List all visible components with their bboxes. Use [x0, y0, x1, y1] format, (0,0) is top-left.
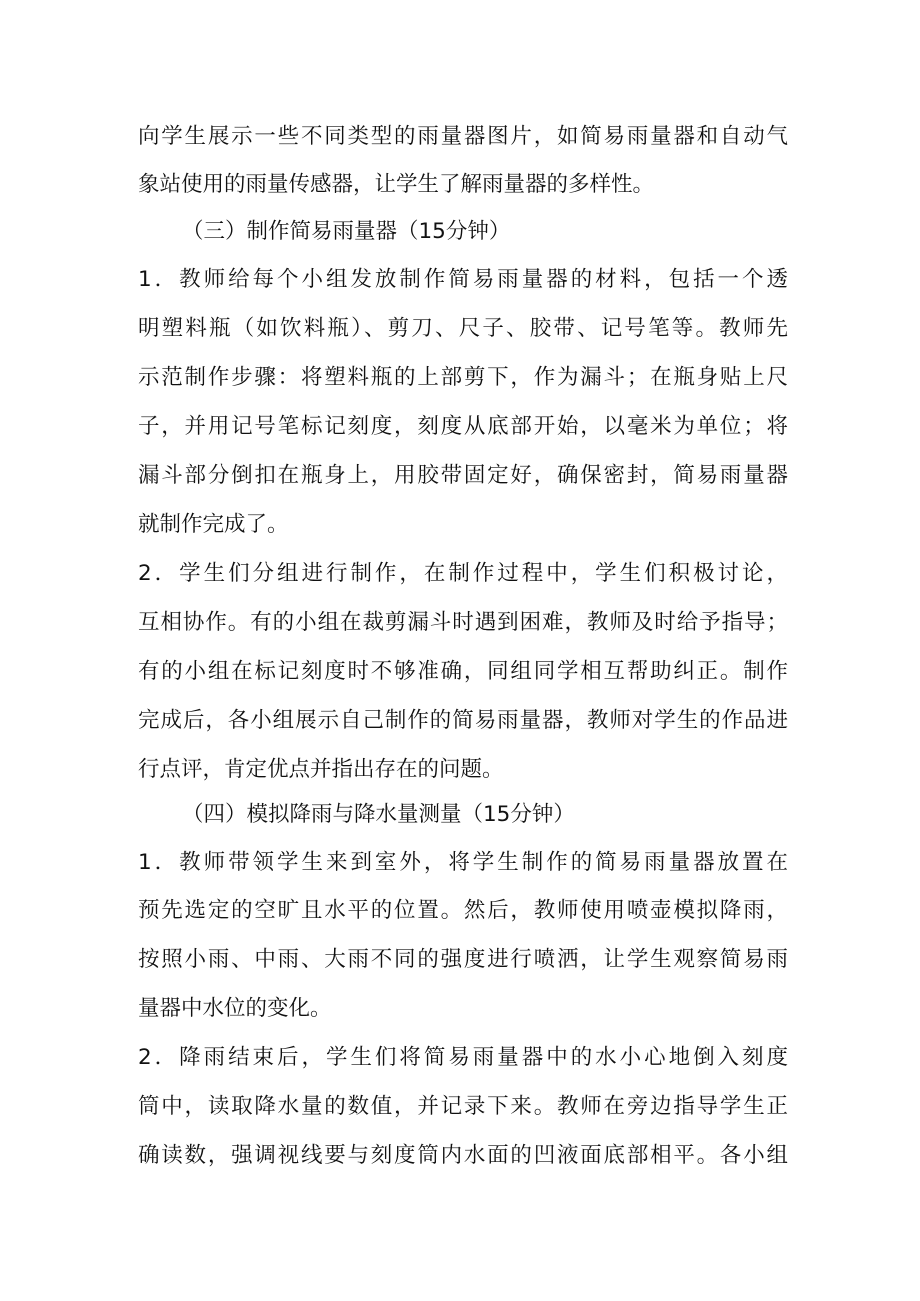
text-line: 2．降雨结束后，学生们将简易雨量器中的水小心地倒入刻度	[138, 1045, 788, 1070]
text-line: 1．教师给每个小组发放制作简易雨量器的材料，包括一个透	[138, 267, 788, 292]
text-line: 行点评，肯定优点并指出存在的问题。	[138, 757, 504, 782]
text-line: 子，并用记号笔标记刻度，刻度从底部开始，以毫米为单位；将	[138, 414, 788, 439]
text-line: 完成后，各小组展示自己制作的简易雨量器，教师对学生的作品进	[138, 708, 788, 733]
text-line: 漏斗部分倒扣在瓶身上，用胶带固定好，确保密封，简易雨量器	[138, 463, 788, 488]
section-heading-3: （三）制作简易雨量器（15分钟）	[182, 219, 511, 244]
text-line: 互相协作。有的小组在裁剪漏斗时遇到困难，教师及时给予指导；	[138, 610, 788, 635]
text-line: 确读数，强调视线要与刻度筒内水面的凹液面底部相平。各小组	[138, 1143, 788, 1168]
text-line: 向学生展示一些不同类型的雨量器图片，如简易雨量器和自动气	[138, 124, 788, 149]
text-line: 筒中，读取降水量的数值，并记录下来。教师在旁边指导学生正	[138, 1094, 788, 1119]
text-line: 预先选定的空旷且水平的位置。然后，教师使用喷壶模拟降雨，	[138, 898, 788, 923]
text-line: 按照小雨、中雨、大雨不同的强度进行喷洒，让学生观察简易雨	[138, 947, 788, 972]
text-line: 明塑料瓶（如饮料瓶）、剪刀、尺子、胶带、记号笔等。教师先	[138, 316, 788, 341]
text-line: 就制作完成了。	[138, 512, 289, 537]
section-heading-4: （四）模拟降雨与降水量测量（15分钟）	[182, 802, 575, 827]
text-line: 象站使用的雨量传感器，让学生了解雨量器的多样性。	[138, 172, 655, 197]
text-line: 量器中水位的变化。	[138, 996, 332, 1021]
text-line: 示范制作步骤：将塑料瓶的上部剪下，作为漏斗；在瓶身贴上尺	[138, 365, 788, 390]
text-line: 2．学生们分组进行制作，在制作过程中，学生们积极讨论，	[138, 561, 788, 586]
text-line: 1．教师带领学生来到室外，将学生制作的简易雨量器放置在	[138, 850, 788, 875]
text-line: 有的小组在标记刻度时不够准确，同组同学相互帮助纠正。制作	[138, 659, 788, 684]
